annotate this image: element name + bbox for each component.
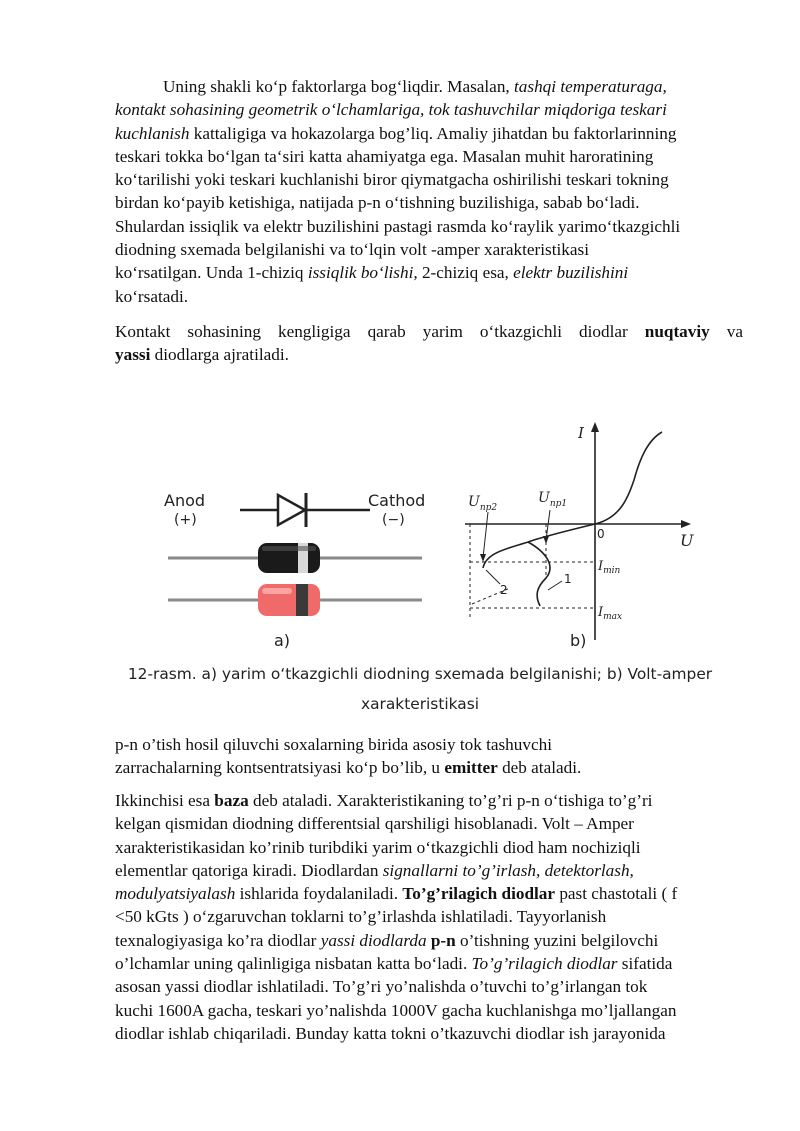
text-run: Uning shakli ko‘p faktorlarga bog‘liqdir. Masalan, (163, 77, 515, 96)
text-run: deb ataladi. (497, 758, 582, 778)
text-line: Shulardan issiqlik va elektr buzilishini pastagi rasmda ko‘raylik yarimo‘tkazgichli (115, 216, 681, 236)
i-max-symbol: I (598, 605, 604, 620)
text-run: Ikkinchisi esa (115, 791, 215, 810)
italic-run: To’g’rilagich diodlar (471, 954, 618, 974)
text-line (115, 75, 743, 98)
italic-run: kuchlanish (115, 123, 190, 143)
text-line: <50 kGts ) o‘zgaruvchan toklarni to’g’irlashda ishlatiladi. Tayyorlanish (115, 907, 607, 927)
curve-2-electric (483, 542, 528, 568)
text-line (115, 98, 743, 121)
part-b-label: b) (570, 631, 587, 650)
figure-caption-line2: xarakteristikasi (360, 695, 479, 713)
body-highlight (262, 546, 316, 551)
text-run: ko‘rsatilgan. Unda 1-chiziq (115, 263, 308, 283)
curve-1-label: 1 (564, 572, 572, 586)
u-br1-arrowhead (543, 536, 549, 544)
figure-caption-line1: 12-rasm. a) yarim o‘tkazgichli diodning sxemada belgilanishi; b) Volt-amper (127, 665, 713, 683)
axis-u-label: U (680, 531, 694, 550)
text-line (115, 122, 743, 145)
text-run: deb ataladi. Xarakteristikaning to’g’ri p-n o‘tishiga to’g’ri (248, 791, 653, 810)
text-line (115, 789, 743, 812)
text-line (115, 859, 743, 882)
text-line (115, 343, 743, 366)
u-br2-pointer (483, 512, 488, 558)
text-run: ishlarida foydalaniladi. (235, 884, 403, 904)
paragraph-emitter (115, 733, 743, 780)
bold-run: p-n (426, 930, 456, 950)
text-line: diodning sxemada belgilanishi va to‘lqin volt -amper xarakteristikasi (115, 240, 589, 260)
curve-2-label: 2 (500, 583, 508, 597)
text-run: zarrachalarning kontsentratsiyasi ko‘p bo’lib, u (115, 758, 445, 778)
diode-symbol (240, 493, 370, 527)
u-br1-label (538, 490, 567, 509)
text-line (115, 929, 743, 952)
u-br1-symbol: U (538, 490, 550, 506)
curve-1-thermal (528, 542, 550, 606)
text-line (115, 882, 743, 905)
text-run: sifatida (617, 954, 673, 974)
text-run: elementlar qatoriga kiradi. Diodlardan (115, 860, 383, 880)
curve-2-leader (486, 570, 500, 584)
italic-run: kontakt sohasining geometrik o‘lchamlariga, tok tashuvchilar miqdoriga teskari (115, 100, 667, 120)
text-line: birdan ko‘payib ketishiga, natijada p-n o‘tishning buzilishiga, sabab bo‘ladi. (115, 193, 640, 213)
italic-run: modulyatsiyalash (115, 884, 236, 904)
text-line (115, 756, 743, 779)
text-line: ko‘rsatadi. (115, 286, 189, 306)
text-run: o’tishning yuzini belgilovchi (455, 930, 659, 950)
bold-run: baza (214, 791, 249, 810)
text-line: xarakteristikasidan ko’rinib turibdiki yarim o‘tkazgichli diod ham nochiziqli (115, 837, 641, 857)
text-run: o’lchamlar uning qalinligiga nisbatan katta bo‘ladi. (115, 954, 472, 974)
text-run: past chastotali ( f (555, 884, 678, 904)
text-line: kelgan qismidan diodning differentsial qarshiligi hisoblanadi. Volt – Amper (115, 814, 634, 834)
text-line (115, 320, 743, 343)
figure-svg (150, 418, 740, 658)
bold-run: nuqtaviy (644, 322, 710, 341)
i-min-symbol: I (598, 559, 604, 574)
diode-triangle (278, 495, 305, 525)
italic-run: yassi diodlarda (320, 930, 427, 950)
va-characteristic (465, 422, 694, 640)
text-line: kuchi 1600A gacha, teskari yo’nalishda 1000V gacha kuchlanishga mo’ljallangan (115, 1000, 677, 1020)
diode-red (168, 584, 422, 616)
text-run: va (709, 322, 743, 341)
italic-run: tashqi temperaturaga, (514, 77, 667, 96)
text-line: ko‘tarilishi yoki teskari kuchlanishi biror qiymatgacha oshirilishi teskari tokning (115, 170, 669, 190)
cathode-label: Cathod (368, 491, 426, 510)
part-a-label: a) (274, 631, 291, 650)
bold-run: emitter (444, 758, 498, 778)
text-line (115, 952, 743, 975)
text-line: teskari tokka bo‘lgan ta‘siri katta ahamiyatga ega. Masalan muhit haroratining (115, 146, 654, 166)
axis-i-label: I (578, 424, 584, 442)
italic-run: signallarni to’g’irlash, detektorlash, (382, 860, 634, 880)
text-run: Kontakt sohasining kengligiga qarab yarim o‘tkazgichli diodlar (115, 322, 645, 341)
bold-run: To’g’rilagich diodlar (402, 884, 556, 904)
paragraph-base-rectifier (115, 789, 743, 1045)
text-run: kattaligiga va hokazolarga bog’liq. Amaliy jihatdan bu faktorlarinning (189, 123, 677, 143)
i-max-label (597, 605, 622, 622)
i-min-label (597, 559, 621, 576)
diode-black (168, 543, 422, 573)
italic-run: elektr buzilishini (513, 263, 629, 283)
text-run: diodlarga ajratiladi. (150, 345, 289, 365)
x-axis-arrow (681, 520, 691, 528)
text-line (115, 261, 743, 284)
forward-curve (595, 432, 662, 524)
text-line: p-n o’tish hosil qiluvchi soxalarning birida asosiy tok tashuvchi (115, 735, 552, 754)
bold-run: yassi (115, 345, 151, 365)
origin-label: 0 (597, 527, 605, 541)
y-axis-arrow (591, 422, 599, 432)
paragraph-diode-types (115, 320, 743, 367)
text-run: texnalogiyasiga ko’ra diodlar (115, 930, 321, 950)
figure-diode (150, 418, 740, 658)
curve-1-leader (548, 581, 562, 590)
text-run: 2-chiziq esa, (417, 263, 514, 283)
u-br2-subscript: np2 (479, 503, 498, 513)
text-line: diodlar ishlab chiqariladi. Bunday katta tokni o’tkazuvchi diodlar ish jarayonida (115, 1023, 666, 1043)
paragraph-breakdown-factors (115, 75, 743, 308)
anode-sign: (+) (174, 512, 197, 528)
italic-run: issiqlik bo‘lishi, (307, 263, 418, 283)
u-br2-label (468, 494, 497, 513)
cathode-band (296, 584, 308, 616)
i-max-subscript: max (603, 612, 623, 622)
body-highlight (262, 588, 292, 594)
u-br2-arrowhead (480, 554, 486, 562)
u-br2-symbol: U (468, 494, 480, 510)
u-br1-subscript: np1 (549, 499, 568, 509)
i-min-subscript: min (603, 566, 621, 576)
cathode-sign: (−) (382, 512, 405, 528)
reverse-curve (528, 524, 595, 542)
text-line: asosan yassi diodlar ishlatiladi. To’g’ri yo’nalishda o’tuvchi to’g’irlangan tok (115, 977, 648, 997)
anode-label: Anod (164, 491, 206, 510)
